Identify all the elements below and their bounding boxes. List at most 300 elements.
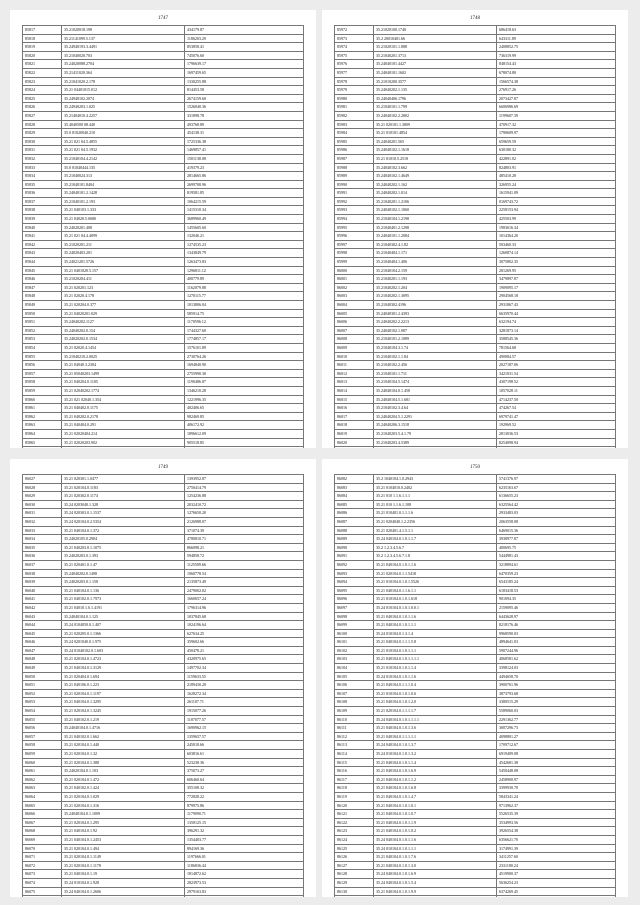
row-id: 86066 (23, 810, 62, 819)
row-id: 86018 (335, 421, 374, 430)
table-row (335, 681, 616, 690)
row-amount: 6635970.44 (497, 309, 616, 318)
row-code: 35.21 040102.0.1.424 (62, 784, 185, 793)
row-amount: 1455605.60 (185, 223, 304, 232)
table-row (335, 870, 616, 879)
row-code: 35.21 020404.0.1.694 (62, 672, 185, 681)
row-code: 35.21040104.5.1474 (374, 378, 497, 387)
row-amount: 1186203.29 (185, 34, 304, 43)
row-code: 35.21 040104.0.1.19 (62, 870, 185, 879)
row-id: 86048 (23, 655, 62, 664)
table-row (335, 827, 616, 836)
row-amount: 901094.35 (497, 595, 616, 604)
row-code: 35.21040101.2.1089 (374, 335, 497, 344)
table-row (23, 404, 304, 413)
table-row (23, 206, 304, 215)
row-id: 85996 (335, 232, 374, 241)
row-id: 86034 (23, 535, 62, 544)
row-amount: 2291362.77 (497, 715, 616, 724)
table-row (335, 492, 616, 501)
table-row (23, 698, 304, 707)
row-code: 35.21 040104.0.1.0.1.0.2 (374, 827, 497, 836)
row-amount: 1014364.20 (497, 232, 616, 241)
row-code: 35.21040302.4.1.82 (374, 240, 497, 249)
table-row (23, 146, 304, 155)
row-amount: 6374269.45 (497, 887, 616, 896)
table-row (23, 249, 304, 258)
ledger-page-4 (322, 459, 628, 897)
row-amount: 606460.64 (185, 775, 304, 784)
row-id: 85864 (23, 429, 62, 438)
table-row (23, 335, 304, 344)
row-code: 35.21040020.703 (62, 51, 185, 60)
row-code: 35.21 020101.1.3809 (374, 120, 497, 129)
row-amount: 1199607.39 (497, 111, 616, 120)
table-row (335, 60, 616, 69)
row-id: 85859 (23, 386, 62, 395)
row-id: 85822 (23, 68, 62, 77)
table-row (335, 215, 616, 224)
row-code: 35.21 020104.0.1.1.1.1.7 (374, 707, 497, 716)
row-amount: 1915077.26 (185, 707, 304, 716)
row-id: 86117 (335, 775, 374, 784)
row-amount: 4542681.38 (497, 758, 616, 767)
row-id: 86062 (23, 775, 62, 784)
row-amount: 2730764.26 (185, 352, 304, 361)
row-code: 35.21 020401.4.1.5.1.1 (374, 526, 497, 535)
row-id: 86109 (335, 707, 374, 716)
row-amount: 2458900.97 (497, 775, 616, 784)
table-row (335, 34, 616, 43)
table-row (335, 283, 616, 292)
row-code: 35.24040202.1.162 (374, 180, 497, 189)
table-row (23, 861, 304, 870)
row-amount: 4894641.03 (497, 638, 616, 647)
row-code: 35.24020202.0.1534 (62, 335, 185, 344)
row-code: 35.21 020204.0.377 (62, 301, 185, 310)
row-code: 35.21040201.1.193 (374, 275, 497, 284)
table-row (335, 509, 616, 518)
table-row (23, 180, 304, 189)
row-id: 85985 (335, 137, 374, 146)
row-id: 86012 (335, 369, 374, 378)
table-row (23, 758, 304, 767)
row-amount: 192969.52 (497, 421, 616, 430)
row-code: 35.24 020303.0.1.1537 (62, 509, 185, 518)
row-amount: 6469015.36 (497, 526, 616, 535)
row-id: 85999 (335, 258, 374, 267)
table-row (335, 232, 616, 241)
row-amount: 425503.99 (497, 215, 616, 224)
row-amount: 1469857.41 (185, 146, 304, 155)
table-row (335, 784, 616, 793)
row-code: 35.21 020302.0.1174 (62, 492, 185, 501)
row-amount: 1790609.97 (497, 129, 616, 138)
table-row (23, 509, 304, 518)
row-id: 86001 (335, 275, 374, 284)
row-amount: 1814872.62 (185, 870, 304, 879)
row-id: 86105 (335, 672, 374, 681)
row-amount: 3281873.14 (497, 326, 616, 335)
row-id (335, 896, 374, 897)
row-amount: 6235163.67 (497, 483, 616, 492)
row-code: 35.21 020104.0.1.440 (62, 741, 185, 750)
row-amount: 2331180.24 (497, 861, 616, 870)
row-amount: 1270115.77 (185, 292, 304, 301)
row-id: 86057 (23, 732, 62, 741)
row-amount: 1170596.12 (185, 318, 304, 327)
row-id: 86073 (23, 870, 62, 879)
row-id: 85849 (23, 301, 62, 310)
row-amount: 523238.36 (185, 758, 304, 767)
row-amount: 450478.21 (185, 646, 304, 655)
row-amount: 1615941.09 (497, 189, 616, 198)
row-amount: 1107077.57 (185, 715, 304, 724)
row-amount: 1064215.59 (185, 197, 304, 206)
row-id: 86051 (23, 681, 62, 690)
row-code: 35.21040104.1.2198 (374, 215, 497, 224)
row-id: 86098 (335, 612, 374, 621)
row-id: 85829 (23, 129, 62, 138)
row-code: 35.24 040104.0.1.0.1.1.1.1 (374, 715, 497, 724)
row-id: 86108 (335, 698, 374, 707)
row-amount: 1526040.36 (185, 103, 304, 112)
row-code: 35.24 0104050.0.1.407 (62, 621, 185, 630)
table-row (23, 129, 304, 138)
row-amount (185, 447, 304, 448)
row-code: 35.21020101.1.888 (374, 43, 497, 52)
row-amount: 1179090.71 (185, 810, 304, 819)
row-id: 86123 (335, 827, 374, 836)
row-id: 86090 (335, 543, 374, 552)
row-amount: 894169.36 (185, 844, 304, 853)
row-id: 85861 (23, 404, 62, 413)
table-row (335, 111, 616, 120)
row-id: 85818 (23, 34, 62, 43)
row-amount: 6470359.23 (497, 569, 616, 578)
row-amount: 422891.02 (497, 154, 616, 163)
row-id: 86055 (23, 715, 62, 724)
row-amount: 2933483.03 (497, 509, 616, 518)
row-code: 35.21 04020201.029 (62, 309, 185, 318)
row-code: 35.21040104.2.159 (374, 266, 497, 275)
row-code: 35.21 010 1.1.6.1.108 (374, 500, 497, 509)
row-code: 35.24020203.0.1.158 (62, 578, 185, 587)
row-code: 35.21040101.1.799 (374, 103, 497, 112)
row-amount: 1566574.38 (497, 77, 616, 86)
row-amount: 1274535.23 (185, 240, 304, 249)
row-id: 86011 (335, 361, 374, 370)
row-amount: 853858.41 (185, 43, 304, 52)
row-code: 35.21404010.4.2257 (62, 111, 185, 120)
table-row (335, 715, 616, 724)
table-row (23, 309, 304, 318)
row-id: 85860 (23, 395, 62, 404)
row-code (374, 447, 497, 448)
row-code: 35.24040202.1127 (62, 318, 185, 327)
row-code: 35.21 02040202.1774 (62, 386, 185, 395)
row-code: 35.24040202.1.135 (374, 86, 497, 95)
row-code: 35.24 010104.0.1.0.1.3.2 (374, 750, 497, 759)
row-id: 85981 (335, 103, 374, 112)
row-code: 35.21040202.1.3095 (374, 292, 497, 301)
row-id: 85990 (335, 180, 374, 189)
row-amount: 6183418.53 (497, 586, 616, 595)
row-amount: 2674159.60 (185, 94, 304, 103)
row-amount: 3411257.60 (497, 853, 616, 862)
row-code: 35.21 040104.0.1.3129 (62, 664, 185, 673)
row-code: 35.24940193.3.4491 (62, 43, 185, 52)
row-code: 35.21 040104.0.1.0.1.9.9 (374, 887, 497, 896)
table-row (335, 775, 616, 784)
table-row (335, 146, 616, 155)
row-code: 35.24020201.408 (62, 223, 185, 232)
row-amount: 3421031.54 (497, 369, 616, 378)
row-id: 85979 (335, 86, 374, 95)
row-id: 85974 (335, 43, 374, 52)
row-code (62, 447, 185, 448)
row-code: 35.21411020.364 (62, 68, 185, 77)
row-id: 85995 (335, 223, 374, 232)
row-id: 86054 (23, 707, 62, 716)
row-code: 35.24 020104.0.2.5354 (62, 517, 185, 526)
row-code: 35.24040206.3.1518 (374, 421, 497, 430)
row-code: 35.21 040104.0.1.0.1.1.1.1 (374, 655, 497, 664)
row-id: 85977 (335, 68, 374, 77)
row-amount: 3398124.03 (497, 664, 616, 673)
table-row (335, 646, 616, 655)
row-code: 35.21020204.411 (62, 275, 185, 284)
row-id: 85843 (23, 249, 62, 258)
row-id (335, 447, 374, 448)
row-id: 86003 (335, 292, 374, 301)
table-row (335, 137, 616, 146)
row-code: 35.24 040104.0.1.0.1.6.9 (374, 870, 497, 879)
row-id: 86044 (23, 621, 62, 630)
row-amount: 3938977.87 (497, 535, 616, 544)
table-row (335, 103, 616, 112)
row-amount: 1197666.01 (185, 853, 304, 862)
row-amount: 1221996.35 (185, 395, 304, 404)
row-amount: 1501138.08 (185, 154, 304, 163)
table-row (23, 103, 304, 112)
table-row (23, 215, 304, 224)
row-code: 35.21 01010.5.2518 (374, 154, 497, 163)
row-amount: 9968590.03 (497, 629, 616, 638)
row-amount: 5450448.08 (497, 767, 616, 776)
table-row (23, 154, 304, 163)
row-amount: 1060778.54 (185, 569, 304, 578)
row-code: 35.21 040102.0.1.7973 (62, 595, 185, 604)
table-row (23, 292, 304, 301)
row-amount: 3534993.56 (497, 818, 616, 827)
row-code: 35.21040210.2.0025 (62, 352, 185, 361)
row-id: 85863 (23, 421, 62, 430)
row-code: 35.24040204.5.1.2291 (374, 412, 497, 421)
row-amount: 331898.78 (185, 111, 304, 120)
row-amount: 2027187.06 (497, 361, 616, 370)
row-id: 86040 (23, 586, 62, 595)
table-row (23, 318, 304, 327)
row-id: 85855 (23, 352, 62, 361)
row-code: 35.21141099.5.137 (62, 34, 185, 43)
row-code: 35.24020403.201 (62, 249, 185, 258)
table-row (335, 223, 616, 232)
row-id: 86118 (335, 784, 374, 793)
table-row (335, 51, 616, 60)
row-id: 85982 (335, 111, 374, 120)
row-code: 35.21 021 02040.1.354 (62, 395, 185, 404)
row-code: 35.24 040104.0.1.0.1.1.6 (374, 835, 497, 844)
table-row (23, 750, 304, 759)
table-row (23, 715, 304, 724)
table-row (23, 621, 304, 630)
row-id: 86086 (335, 509, 374, 518)
row-id: 85820 (23, 51, 62, 60)
row-id: 85826 (23, 103, 62, 112)
row-code: 35.21 040202.0.2178 (62, 412, 185, 421)
row-amount: 2755990.30 (185, 369, 304, 378)
row-amount: 485410.28 (497, 172, 616, 181)
row-code: 35.21 010104.0.1.0.1.5526 (374, 578, 497, 587)
table-row (335, 526, 616, 535)
row-code: 35.24 040104.0.1.0.1.3.7 (374, 741, 497, 750)
row-id: 86043 (23, 612, 62, 621)
table-row (23, 681, 304, 690)
row-amount: 9713962.37 (497, 801, 616, 810)
table-row (335, 689, 616, 698)
row-code: 35.24 0201040.0.1.975 (62, 638, 185, 647)
row-amount: 434179.87 (185, 26, 304, 35)
row-amount: 1896612.09 (185, 429, 304, 438)
row-amount: 5843341.24 (497, 792, 616, 801)
table-row (23, 775, 304, 784)
row-id: 85823 (23, 77, 62, 86)
row-id: 86065 (23, 801, 62, 810)
row-id: 86096 (335, 595, 374, 604)
row-code: 35.21040102.2.456 (374, 361, 497, 370)
table-row (335, 535, 616, 544)
row-amount: 1796314.96 (185, 603, 304, 612)
row-amount: 659659.59 (497, 137, 616, 146)
row-amount: 814453.58 (185, 86, 304, 95)
row-code: 35.21 040102.0.1.219 (62, 715, 185, 724)
row-amount: 0169743.72 (497, 197, 616, 206)
table-row (23, 343, 304, 352)
table-row (23, 172, 304, 181)
row-amount: 245018.66 (185, 741, 304, 750)
row-id: 85824 (23, 86, 62, 95)
table-row (23, 275, 304, 284)
row-amount: 1358125.15 (185, 818, 304, 827)
page-title: 1750 (470, 465, 480, 470)
row-id: 86130 (335, 887, 374, 896)
table-row (23, 526, 304, 535)
row-amount: 490084.57 (497, 352, 616, 361)
table-row (335, 129, 616, 138)
row-id: 86016 (335, 404, 374, 413)
table-row (23, 801, 304, 810)
table-row (23, 535, 304, 544)
row-amount: 2750414.79 (185, 483, 304, 492)
row-id: 86007 (335, 326, 374, 335)
row-id: 86000 (335, 266, 374, 275)
row-amount: 3873793.68 (497, 689, 616, 698)
row-code: 35.21 040104.0.1.0.1.1.9 (374, 818, 497, 827)
table-row (23, 655, 304, 664)
row-id: 86074 (23, 878, 62, 887)
row-code: 35.21 040104.0.1.0.1.6.9 (374, 767, 497, 776)
row-id: 86047 (23, 646, 62, 655)
row-amount: 678074.80 (497, 68, 616, 77)
row-amount: 2135873.49 (185, 578, 304, 587)
row-amount: 1576101.89 (185, 343, 304, 352)
row-id: 85831 (23, 146, 62, 155)
row-id: 85858 (23, 378, 62, 387)
row-id: 86063 (23, 784, 62, 793)
row-id: 86088 (335, 526, 374, 535)
row-code: 35.24040102.3.662 (374, 163, 497, 172)
row-code: 35.21040302.4196 (374, 301, 497, 310)
table-row (23, 26, 304, 35)
row-code: 35.21 040104.0.1.0.1.6.8 (374, 784, 497, 793)
row-code: 35.21 020104.0.1.3245 (62, 707, 185, 716)
row-id: 85821 (23, 60, 62, 69)
table-row (23, 578, 304, 587)
ledger-table (334, 25, 616, 448)
row-id: 85992 (335, 197, 374, 206)
row-id: 86102 (335, 646, 374, 655)
row-code: 35.21 040402.0.1175 (62, 404, 185, 413)
row-amount: 2979163.83 (185, 887, 304, 896)
table-row (335, 206, 616, 215)
row-amount: 1796639.17 (185, 60, 304, 69)
row-code: 35.21040101.8404 (62, 180, 185, 189)
table-row (335, 412, 616, 421)
row-id: 86092 (335, 560, 374, 569)
row-amount: 982469.85 (185, 412, 304, 421)
row-id: 85998 (335, 249, 374, 258)
row-code: 35.21040024.313 (62, 172, 185, 181)
table-row (335, 664, 616, 673)
row-id: 86058 (23, 741, 62, 750)
row-amount: 1744327.60 (185, 326, 304, 335)
table-row (335, 896, 616, 897)
table-row (335, 378, 616, 387)
row-code: 35.24040102.1.087 (374, 326, 497, 335)
row-id: 85989 (335, 172, 374, 181)
table-row (23, 560, 304, 569)
row-code: 35.21 040104.0.1.1.6.1.1 (374, 586, 497, 595)
table-row (335, 275, 616, 284)
table-row (335, 801, 616, 810)
row-code: 35.21 020104.0.1.4723 (62, 655, 185, 664)
row-amount: 1346210.28 (185, 386, 304, 395)
row-id: 85983 (335, 120, 374, 129)
row-code: 35.24040104.0.1.4716 (62, 724, 185, 733)
row-code: 35.24040202.0.1498 (62, 569, 185, 578)
table-row (23, 767, 304, 776)
row-amount: 4307198.52 (497, 378, 616, 387)
row-amount: 2063558.08 (497, 517, 616, 526)
row-amount: 276917.26 (497, 86, 616, 95)
table-row (335, 258, 616, 267)
table-row (23, 784, 304, 793)
row-code: 35.21 05040203.1499 (62, 369, 185, 378)
table-row (23, 137, 304, 146)
row-code: 35.21 0204040.1.2.2356 (374, 517, 497, 526)
row-code: 35.21040102.1.1.84 (374, 352, 497, 361)
